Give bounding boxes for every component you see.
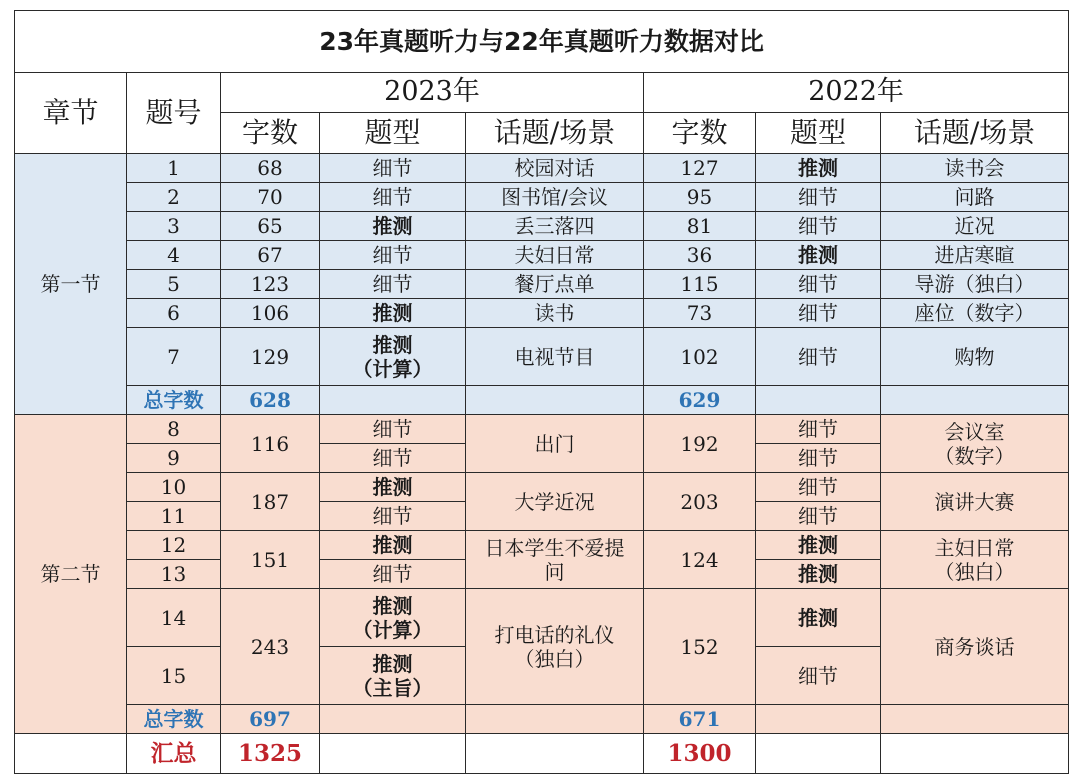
table-row [15,328,1069,386]
empty-cell [320,386,466,415]
word-count-2022: 95 [644,183,756,212]
word-count-2023: 67 [221,241,320,270]
question-number: 10 [127,473,221,502]
question-type-2022: 推测 [756,560,881,589]
question-number: 14 [127,589,221,647]
question-number: 9 [127,444,221,473]
word-count-2022: 124 [644,531,756,589]
table-row [15,270,1069,299]
question-type-2022: 细节 [756,328,881,386]
table-row [15,589,1069,647]
question-type-2023: 推测 [320,212,466,241]
section-2-label: 第二节 [15,415,127,734]
topic-2022: 读书会 [881,154,1069,183]
word-count-2023: 70 [221,183,320,212]
question-type-2023: 推测 （计算） [320,328,466,386]
empty-cell [466,705,644,734]
question-number: 15 [127,647,221,705]
question-type-2022: 推测 [756,531,881,560]
section-2-total-label: 总字数 [127,705,221,734]
section-1-label: 第一节 [15,154,127,415]
word-count-2022: 102 [644,328,756,386]
section-1-total-row [15,386,1069,415]
comparison-table [14,10,1069,774]
question-type-2022: 推测 [756,589,881,647]
header-year-2023: 2023年 [221,73,644,113]
question-type-2023: 细节 [320,444,466,473]
topic-2023: 大学近况 [466,473,644,531]
topic-2022: 商务谈话 [881,589,1069,705]
summary-total-2022: 1300 [644,734,756,774]
table-row [15,183,1069,212]
question-number: 6 [127,299,221,328]
summary-empty [881,734,1069,774]
topic-2023: 日本学生不爱提 问 [466,531,644,589]
question-number: 1 [127,154,221,183]
question-type-2023: 细节 [320,270,466,299]
question-type-2023: 推测 （主旨） [320,647,466,705]
topic-2023: 读书 [466,299,644,328]
topic-2022: 问路 [881,183,1069,212]
section-2-total-row [15,705,1069,734]
topic-2022: 会议室 （数字） [881,415,1069,473]
question-type-2023: 推测 （计算） [320,589,466,647]
header-topic-2022: 话题/场景 [881,113,1069,154]
topic-2022: 主妇日常 （独白） [881,531,1069,589]
header-question-number: 题号 [127,73,221,154]
header-chapter: 章节 [15,73,127,154]
header-words-2022: 字数 [644,113,756,154]
table-row [15,154,1069,183]
question-number: 7 [127,328,221,386]
word-count-2023: 129 [221,328,320,386]
table-row [15,299,1069,328]
summary-empty [320,734,466,774]
question-number: 12 [127,531,221,560]
word-count-2023: 243 [221,589,320,705]
question-number: 8 [127,415,221,444]
topic-2023: 图书馆/会议 [466,183,644,212]
question-type-2022: 细节 [756,473,881,502]
section-1-total-2022: 629 [644,386,756,415]
header-topic-2023: 话题/场景 [466,113,644,154]
topic-2023: 校园对话 [466,154,644,183]
question-type-2022: 推测 [756,154,881,183]
question-number: 4 [127,241,221,270]
summary-empty [466,734,644,774]
table-row [15,212,1069,241]
header-type-2022: 题型 [756,113,881,154]
summary-empty [756,734,881,774]
table-title: 23年真题听力与22年真题听力数据对比 [15,11,1069,73]
question-number: 2 [127,183,221,212]
question-type-2023: 细节 [320,560,466,589]
word-count-2023: 123 [221,270,320,299]
summary-label: 汇总 [127,734,221,774]
question-type-2023: 推测 [320,531,466,560]
word-count-2022: 152 [644,589,756,705]
question-number: 11 [127,502,221,531]
question-type-2022: 细节 [756,183,881,212]
word-count-2022: 127 [644,154,756,183]
question-type-2022: 细节 [756,415,881,444]
empty-cell [881,705,1069,734]
word-count-2022: 73 [644,299,756,328]
topic-2023: 打电话的礼仪 （独白） [466,589,644,705]
table-row [15,473,1069,502]
question-type-2022: 细节 [756,270,881,299]
empty-cell [881,386,1069,415]
question-type-2022: 推测 [756,241,881,270]
word-count-2023: 187 [221,473,320,531]
question-type-2023: 细节 [320,154,466,183]
question-type-2023: 细节 [320,241,466,270]
word-count-2022: 115 [644,270,756,299]
question-type-2023: 细节 [320,502,466,531]
topic-2023: 出门 [466,415,644,473]
question-type-2022: 细节 [756,502,881,531]
empty-cell [466,386,644,415]
topic-2023: 电视节目 [466,328,644,386]
header-type-2023: 题型 [320,113,466,154]
question-type-2023: 推测 [320,473,466,502]
question-type-2023: 细节 [320,183,466,212]
word-count-2023: 65 [221,212,320,241]
empty-cell [756,705,881,734]
topic-2023: 丢三落四 [466,212,644,241]
word-count-2022: 36 [644,241,756,270]
summary-spacer [15,734,127,774]
topic-2022: 进店寒暄 [881,241,1069,270]
summary-total-2023: 1325 [221,734,320,774]
question-type-2023: 细节 [320,415,466,444]
topic-2023: 餐厅点单 [466,270,644,299]
header-words-2023: 字数 [221,113,320,154]
empty-cell [320,705,466,734]
table-row [15,241,1069,270]
word-count-2023: 106 [221,299,320,328]
topic-2022: 演讲大赛 [881,473,1069,531]
question-number: 13 [127,560,221,589]
question-type-2022: 细节 [756,444,881,473]
topic-2022: 导游（独白） [881,270,1069,299]
section-2-total-2023: 697 [221,705,320,734]
word-count-2022: 203 [644,473,756,531]
question-number: 5 [127,270,221,299]
word-count-2023: 68 [221,154,320,183]
empty-cell [756,386,881,415]
topic-2022: 座位（数字） [881,299,1069,328]
topic-2022: 近况 [881,212,1069,241]
word-count-2022: 81 [644,212,756,241]
topic-2022: 购物 [881,328,1069,386]
question-type-2022: 细节 [756,212,881,241]
word-count-2022: 192 [644,415,756,473]
section-1-total-label: 总字数 [127,386,221,415]
question-number: 3 [127,212,221,241]
table-row [15,415,1069,444]
question-type-2022: 细节 [756,299,881,328]
section-1-total-2023: 628 [221,386,320,415]
header-year-2022: 2022年 [644,73,1069,113]
table-row [15,531,1069,560]
word-count-2023: 116 [221,415,320,473]
topic-2023: 夫妇日常 [466,241,644,270]
word-count-2023: 151 [221,531,320,589]
question-type-2022: 细节 [756,647,881,705]
question-type-2023: 推测 [320,299,466,328]
section-2-total-2022: 671 [644,705,756,734]
